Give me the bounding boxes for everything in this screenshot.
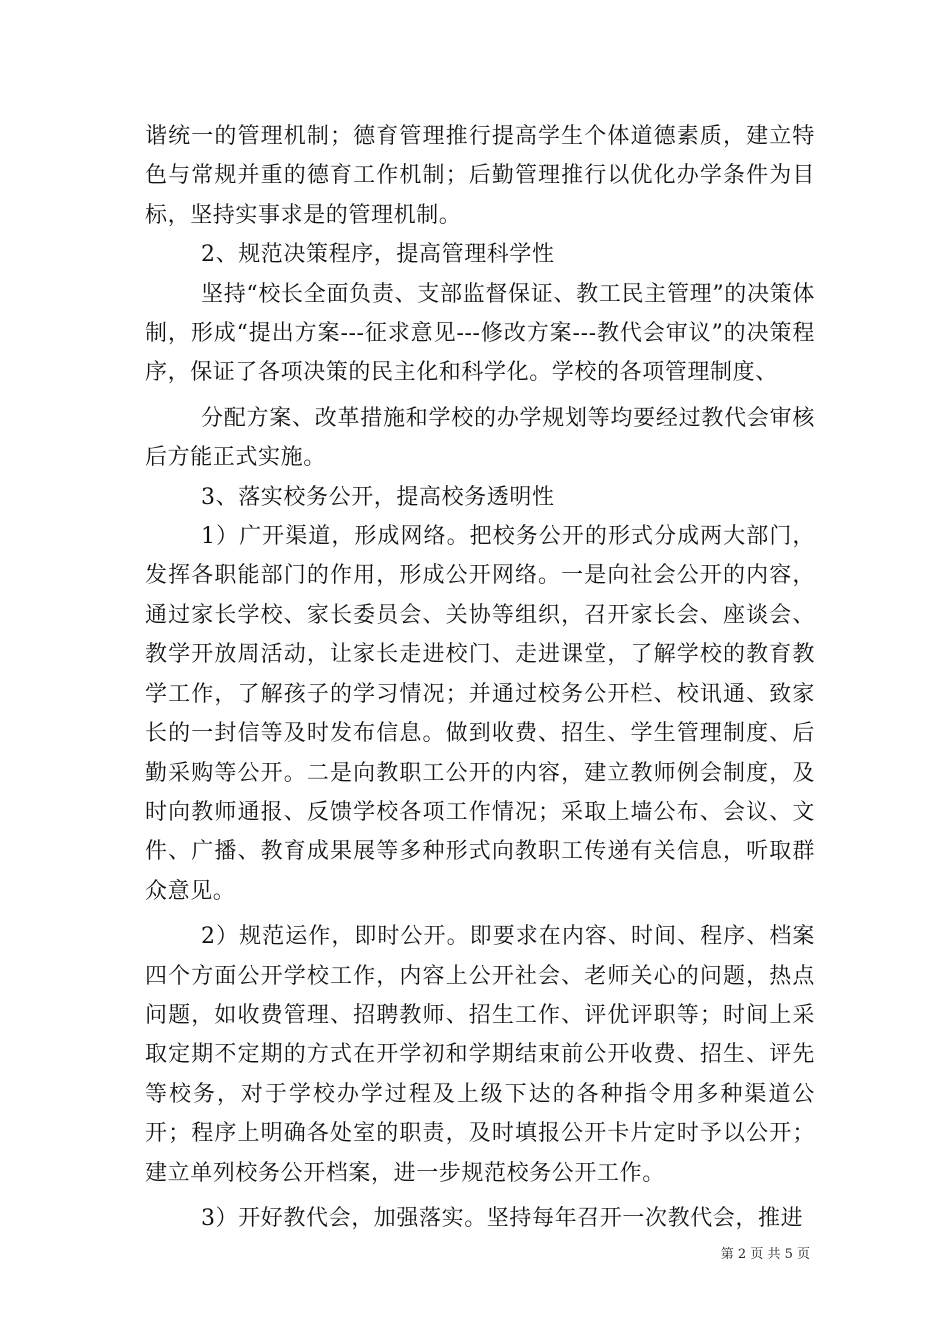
- paragraph-continuation: 谐统一的管理机制；德育管理推行提高学生个体道德素质，建立特色与常规并重的德育工作机制；后勤管理推行以优化办学条件为目标，坚持实事求是的管理机制。: [145, 124, 815, 228]
- paragraph-item-3: 3）开好教代会，加强落实。坚持每年召开一次教代会，推进: [201, 1205, 804, 1231]
- section-heading-3: 3、落实校务公开，提高校务透明性: [201, 484, 555, 510]
- paragraph-decision-review: 分配方案、改革措施和学校的办学规划等均要经过教代会审核后方能正式实施。: [145, 405, 815, 471]
- paragraph-decision-system: 坚持“校长全面负责、支部监督保证、教工民主管理”的决策体制，形成“提出方案---征求意见---修改方案---教代会审议”的决策程序，保证了各项决策的民主化和科学化。学校的各项管理制度、: [145, 281, 815, 386]
- paragraph-item-1: 1）广开渠道，形成网络。把校务公开的形式分成两大部门，发挥各职能部门的作用，形成公开网络。一是向社会公开的内容，通过家长学校、家长委员会、关协等组织，召开家长会、座谈会、教学开放周活动，让家长走进校门、走进课堂，了解学校的教育教学工作，了解孩子的学习情况；并通过校务公开栏、校讯通、致家长的一封信等及时发布信息。做到收费、招生、学生管理制度、后勤采购等公开。二是向教职工公开的内容，建立教师例会制度，及时向教师通报、反馈学校各项工作情况；采取上墙公布、会议、文件、广播、教育成果展等多种形式向教职工传递有关信息，听取群众意见。: [145, 524, 815, 904]
- page-number: 第 2 页 共 5 页: [720, 1247, 810, 1262]
- section-heading-2: 2、规范决策程序，提高管理科学性: [201, 242, 555, 268]
- body-text: [145, 117, 815, 1238]
- paragraph-item-2: 2）规范运作，即时公开。即要求在内容、时间、程序、档案四个方面公开学校工作，内容上公开社会、老师关心的问题，热点问题，如收费管理、招聘教师、招生工作、评优评职等；时间上采取定期不定期的方式在开学初和学期结束前公开收费、招生、评先等校务，对于学校办学过程及上级下达的各种指令用多种渠道公开；程序上明确各处室的职责，及时填报公开卡片定时予以公开；建立单列校务公开档案，进一步规范校务公开工作。: [145, 924, 815, 1186]
